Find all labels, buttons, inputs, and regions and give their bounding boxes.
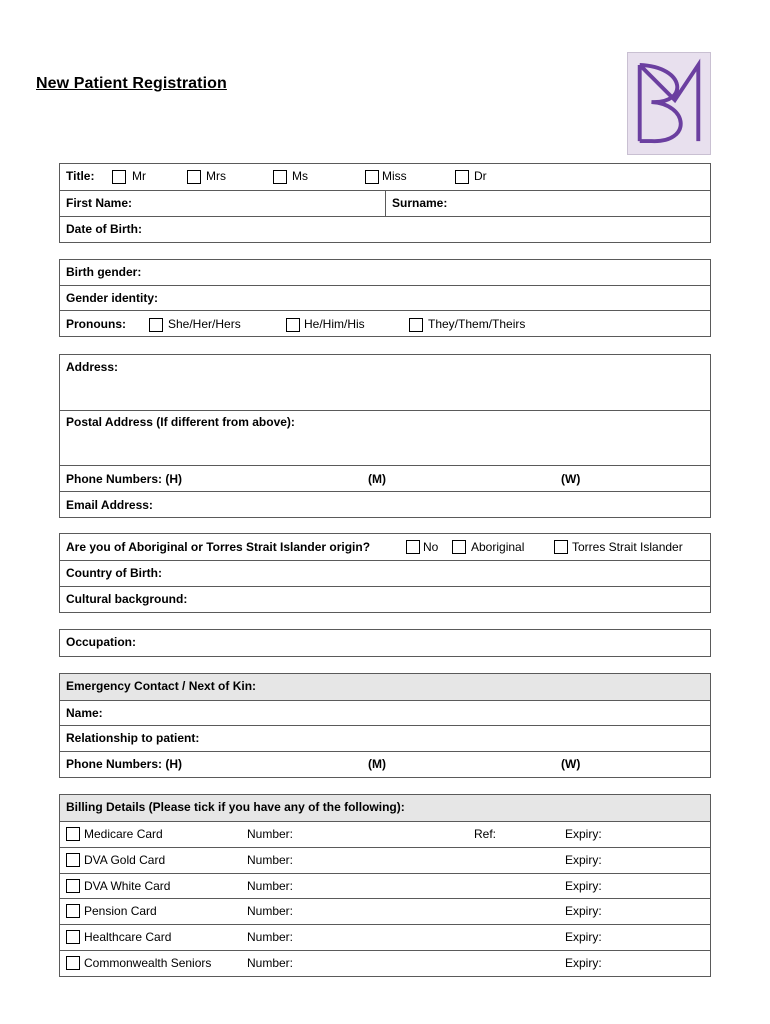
occupation-row bbox=[60, 630, 710, 656]
medicare-checkbox[interactable] bbox=[66, 827, 80, 841]
first-name-field[interactable]: First Name: bbox=[66, 196, 133, 210]
bm-logo-icon bbox=[627, 52, 711, 155]
title-row bbox=[60, 164, 710, 190]
dva-white-expiry-field[interactable]: Expiry: bbox=[565, 879, 602, 893]
personal-details-section bbox=[59, 163, 711, 243]
address-field[interactable]: Address: bbox=[66, 360, 119, 374]
email-field[interactable]: Email Address: bbox=[66, 498, 153, 512]
dva-gold-expiry-field[interactable]: Expiry: bbox=[565, 853, 602, 867]
dva-white-label: DVA White Card bbox=[84, 879, 171, 893]
cultural-row bbox=[60, 586, 710, 612]
occupation-field[interactable]: Occupation: bbox=[66, 635, 137, 649]
medicare-label: Medicare Card bbox=[84, 827, 163, 841]
dva-gold-number-field[interactable]: Number: bbox=[247, 853, 294, 867]
medicare-number-field[interactable]: Number: bbox=[247, 827, 294, 841]
origin-aboriginal-checkbox[interactable] bbox=[452, 540, 466, 554]
pronoun-he-label: He/Him/His bbox=[304, 317, 365, 331]
title-ms-checkbox[interactable] bbox=[273, 170, 287, 184]
gender-identity-field[interactable]: Gender identity: bbox=[66, 291, 159, 305]
emergency-phone-row bbox=[60, 751, 710, 777]
origin-torres-label: Torres Strait Islander bbox=[572, 540, 683, 554]
origin-section bbox=[59, 533, 711, 613]
phone-work-field[interactable]: (W) bbox=[561, 472, 581, 486]
name-divider bbox=[385, 191, 386, 216]
email-row bbox=[60, 491, 710, 517]
emergency-heading: Emergency Contact / Next of Kin: bbox=[66, 679, 257, 693]
title-mr-label: Mr bbox=[132, 169, 146, 183]
billing-row bbox=[60, 898, 710, 924]
dob-row bbox=[60, 216, 710, 242]
origin-torres-checkbox[interactable] bbox=[554, 540, 568, 554]
billing-row bbox=[60, 950, 710, 976]
country-row bbox=[60, 560, 710, 586]
pronoun-they-checkbox[interactable] bbox=[409, 318, 423, 332]
emergency-section bbox=[59, 673, 711, 778]
gender-section bbox=[59, 259, 711, 337]
name-row bbox=[60, 190, 710, 216]
phone-home-field[interactable]: Phone Numbers: (H) bbox=[66, 472, 183, 486]
origin-no-label: No bbox=[423, 540, 439, 554]
seniors-number-field[interactable]: Number: bbox=[247, 956, 294, 970]
billing-row bbox=[60, 873, 710, 898]
emergency-phone-work-field[interactable]: (W) bbox=[561, 757, 581, 771]
healthcare-expiry-field[interactable]: Expiry: bbox=[565, 930, 602, 944]
pronoun-they-label: They/Them/Theirs bbox=[428, 317, 526, 331]
healthcare-number-field[interactable]: Number: bbox=[247, 930, 294, 944]
origin-question: Are you of Aboriginal or Torres Strait Islander origin? bbox=[66, 540, 371, 554]
pronoun-he-checkbox[interactable] bbox=[286, 318, 300, 332]
title-label: Title: bbox=[66, 169, 95, 183]
pension-number-field[interactable]: Number: bbox=[247, 904, 294, 918]
cultural-background-field[interactable]: Cultural background: bbox=[66, 592, 188, 606]
title-mrs-label: Mrs bbox=[206, 169, 226, 183]
contact-section bbox=[59, 354, 711, 518]
billing-heading-row bbox=[60, 795, 710, 821]
emergency-name-row bbox=[60, 700, 710, 725]
emergency-heading-row bbox=[60, 674, 710, 700]
pension-label: Pension Card bbox=[84, 904, 157, 918]
pronouns-row bbox=[60, 310, 710, 336]
surname-field[interactable]: Surname: bbox=[392, 196, 448, 210]
emergency-phone-mobile-field[interactable]: (M) bbox=[368, 757, 386, 771]
title-miss-checkbox[interactable] bbox=[365, 170, 379, 184]
pension-checkbox[interactable] bbox=[66, 904, 80, 918]
medicare-ref-field[interactable]: Ref: bbox=[474, 827, 497, 841]
medicare-expiry-field[interactable]: Expiry: bbox=[565, 827, 602, 841]
country-of-birth-field[interactable]: Country of Birth: bbox=[66, 566, 162, 580]
title-mr-checkbox[interactable] bbox=[112, 170, 126, 184]
postal-address-field[interactable]: Postal Address (If different from above): bbox=[66, 415, 295, 429]
phone-row bbox=[60, 465, 710, 491]
birth-gender-row bbox=[60, 260, 710, 285]
seniors-label: Commonwealth Seniors bbox=[84, 956, 212, 970]
occupation-section bbox=[59, 629, 711, 657]
dva-white-number-field[interactable]: Number: bbox=[247, 879, 294, 893]
origin-row bbox=[60, 534, 710, 560]
dva-gold-label: DVA Gold Card bbox=[84, 853, 166, 867]
title-dr-checkbox[interactable] bbox=[455, 170, 469, 184]
birth-gender-field[interactable]: Birth gender: bbox=[66, 265, 142, 279]
billing-section bbox=[59, 794, 711, 977]
relationship-field[interactable]: Relationship to patient: bbox=[66, 731, 200, 745]
dva-gold-checkbox[interactable] bbox=[66, 853, 80, 867]
seniors-checkbox[interactable] bbox=[66, 956, 80, 970]
postal-address-row bbox=[60, 410, 710, 465]
pension-expiry-field[interactable]: Expiry: bbox=[565, 904, 602, 918]
phone-mobile-field[interactable]: (M) bbox=[368, 472, 386, 486]
origin-no-checkbox[interactable] bbox=[406, 540, 420, 554]
billing-row bbox=[60, 924, 710, 950]
emergency-phone-home-field[interactable]: Phone Numbers: (H) bbox=[66, 757, 183, 771]
origin-aboriginal-label: Aboriginal bbox=[471, 540, 525, 554]
dva-white-checkbox[interactable] bbox=[66, 879, 80, 893]
title-mrs-checkbox[interactable] bbox=[187, 170, 201, 184]
date-of-birth-field[interactable]: Date of Birth: bbox=[66, 222, 142, 236]
seniors-expiry-field[interactable]: Expiry: bbox=[565, 956, 602, 970]
pronoun-she-checkbox[interactable] bbox=[149, 318, 163, 332]
billing-heading: Billing Details (Please tick if you have any of the following): bbox=[66, 800, 405, 814]
pronoun-she-label: She/Her/Hers bbox=[168, 317, 241, 331]
page-title: New Patient Registration bbox=[36, 75, 227, 92]
billing-row bbox=[60, 821, 710, 847]
gender-identity-row bbox=[60, 285, 710, 310]
relationship-row bbox=[60, 725, 710, 751]
healthcare-checkbox[interactable] bbox=[66, 930, 80, 944]
title-miss-label: Miss bbox=[382, 169, 407, 183]
healthcare-label: Healthcare Card bbox=[84, 930, 172, 944]
pronouns-label: Pronouns: bbox=[66, 317, 126, 331]
address-row bbox=[60, 355, 710, 410]
billing-row bbox=[60, 847, 710, 873]
title-dr-label: Dr bbox=[474, 169, 487, 183]
emergency-name-field[interactable]: Name: bbox=[66, 706, 103, 720]
title-ms-label: Ms bbox=[292, 169, 308, 183]
